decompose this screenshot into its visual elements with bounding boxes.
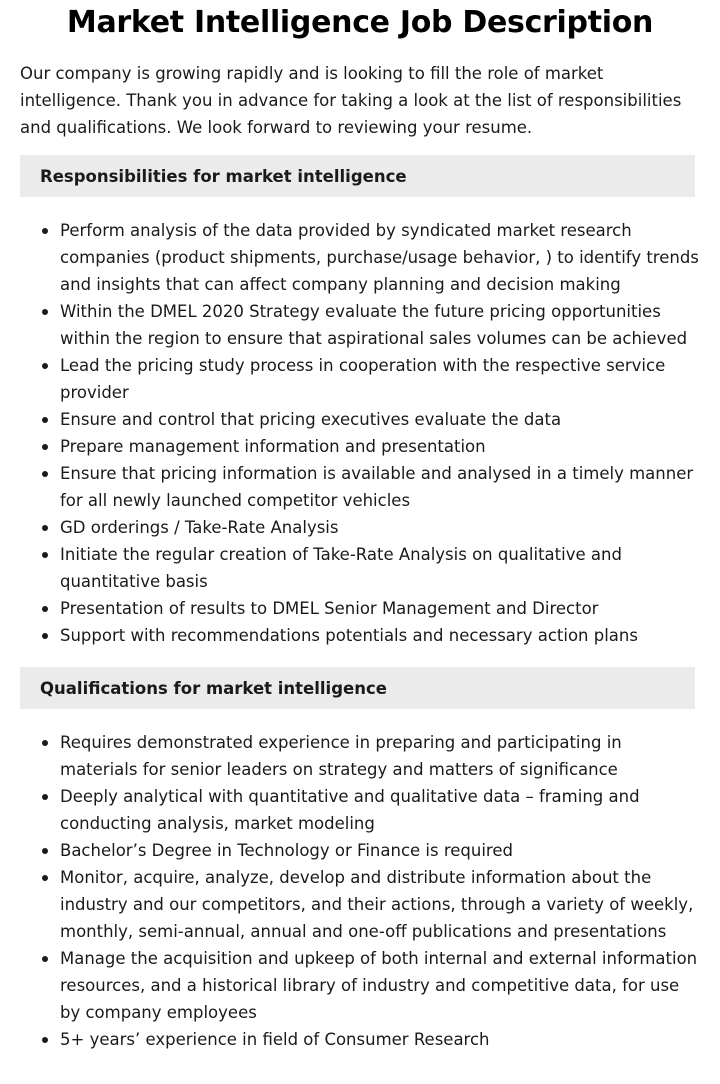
list-item (20, 541, 700, 595)
list-item-text: 5+ years’ experience in field of Consumer Research (60, 1030, 490, 1049)
list-item (20, 945, 700, 1026)
list-item (20, 406, 700, 433)
list-item-text: Manage the acquisition and upkeep of both internal and external information resources, and a historical library of industry and competitive data, for use by company employees (60, 949, 698, 1022)
bullet-icon (42, 309, 48, 315)
page-title: Market Intelligence Job Description (66, 5, 654, 40)
list-item-text: Within the DMEL 2020 Strategy evaluate the future pricing opportunities within the region to ensure that aspirational sales volumes can be achieved (60, 302, 688, 348)
list-item (20, 460, 700, 514)
list-item-text: Perform analysis of the data provided by syndicated market research companies (product shipments, purchase/usage behavior, ) to identify trends and insights that can affect company planning and decision making (60, 221, 699, 294)
list-item (20, 514, 700, 541)
qualifications-heading: Qualifications for market intelligence (20, 667, 695, 709)
list-item (20, 298, 700, 352)
list-item (20, 352, 700, 406)
list-item (20, 837, 700, 864)
list-item (20, 729, 700, 783)
list-item-text: Bachelor’s Degree in Technology or Finance is required (60, 841, 513, 860)
list-item (20, 217, 700, 298)
list-item-text: Deeply analytical with quantitative and qualitative data – framing and conducting analysis, market modeling (60, 787, 640, 833)
bullet-icon (42, 525, 48, 531)
bullet-icon (42, 552, 48, 558)
bullet-icon (42, 875, 48, 881)
list-item (20, 864, 700, 945)
list-item-text: Prepare management information and presentation (60, 437, 486, 456)
list-item (20, 783, 700, 837)
list-item-text: Ensure that pricing information is available and analysed in a timely manner for all newly launched competitor vehicles (60, 464, 694, 510)
list-item (20, 595, 700, 622)
bullet-icon (42, 444, 48, 450)
bullet-icon (42, 417, 48, 423)
bullet-icon (42, 228, 48, 234)
list-item (20, 1026, 700, 1053)
list-item-text: Monitor, acquire, analyze, develop and distribute information about the industry and our competitors, and their actions, through a variety of weekly, monthly, semi-annual, annual and one-off publications and presentations (60, 868, 694, 941)
responsibilities-list (20, 217, 700, 649)
responsibilities-heading: Responsibilities for market intelligence (20, 155, 695, 197)
intro-paragraph: Our company is growing rapidly and is looking to fill the role of market intelligence. Thank you in advance for taking a look at the list of responsibilities and qualifications. We look forward to reviewing your resume. (20, 64, 682, 137)
list-item (20, 433, 700, 460)
bullet-icon (42, 606, 48, 612)
list-item-text: Ensure and control that pricing executives evaluate the data (60, 410, 562, 429)
list-item-text: GD orderings / Take-Rate Analysis (60, 518, 339, 537)
bullet-icon (42, 633, 48, 639)
bullet-icon (42, 363, 48, 369)
bullet-icon (42, 848, 48, 854)
list-item-text: Lead the pricing study process in cooperation with the respective service provider (60, 356, 666, 402)
qualifications-list (20, 729, 700, 1053)
list-item-text: Support with recommendations potentials and necessary action plans (60, 626, 638, 645)
bullet-icon (42, 471, 48, 477)
bullet-icon (42, 740, 48, 746)
list-item-text: Initiate the regular creation of Take-Rate Analysis on qualitative and quantitative basis (60, 545, 622, 591)
bullet-icon (42, 1037, 48, 1043)
bullet-icon (42, 794, 48, 800)
bullet-icon (42, 956, 48, 962)
list-item-text: Requires demonstrated experience in preparing and participating in materials for senior leaders on strategy and matters of significance (60, 733, 622, 779)
list-item (20, 622, 700, 649)
list-item-text: Presentation of results to DMEL Senior Management and Director (60, 599, 599, 618)
